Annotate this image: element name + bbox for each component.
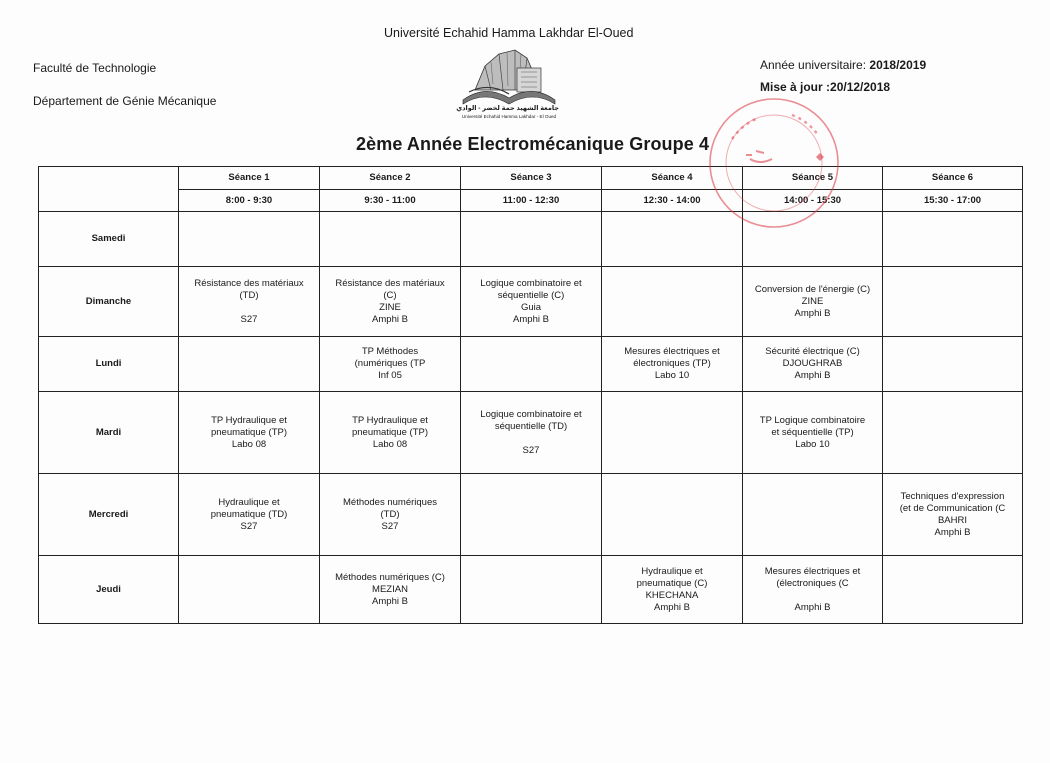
academic-year-label: Année universitaire: bbox=[760, 58, 870, 72]
course-line: séquentielle (TD) bbox=[494, 420, 568, 432]
empty-cell bbox=[743, 474, 883, 556]
course-cell bbox=[179, 392, 320, 474]
day-row bbox=[39, 212, 1023, 267]
day-name: Dimanche bbox=[39, 267, 179, 337]
course-cell bbox=[743, 392, 883, 474]
course-line: électroniques (TP) bbox=[633, 358, 711, 369]
course-line: Techniques d'expression bbox=[900, 490, 1005, 502]
empty-cell bbox=[883, 392, 1023, 474]
course-line: Amphi B bbox=[794, 307, 831, 319]
official-stamp bbox=[704, 93, 844, 233]
course-line: Logique combinatoire et bbox=[480, 408, 582, 420]
course-cell bbox=[461, 392, 602, 474]
session-time: 15:30 - 17:00 bbox=[883, 190, 1023, 212]
session-time: 11:00 - 12:30 bbox=[461, 190, 602, 212]
session-label: Séance 6 bbox=[883, 167, 1023, 190]
empty-cell bbox=[461, 556, 602, 624]
session-time-row bbox=[39, 190, 1023, 212]
empty-cell bbox=[602, 474, 743, 556]
course-cell bbox=[179, 474, 320, 556]
empty-cell bbox=[883, 212, 1023, 267]
empty-cell bbox=[320, 212, 461, 267]
session-label: Séance 5 bbox=[743, 167, 883, 190]
course-line: Amphi B bbox=[372, 595, 408, 607]
logo-text-arabic: جامعة الشهيد حمة لخضر - الوادي bbox=[456, 105, 559, 112]
course-line: Labo 10 bbox=[795, 438, 830, 450]
course-cell bbox=[179, 267, 320, 337]
university-logo bbox=[455, 44, 563, 124]
course-cell bbox=[320, 392, 461, 474]
course-line: TP Méthodes bbox=[361, 346, 419, 357]
course-line: Méthodes numériques bbox=[343, 496, 437, 508]
course-line: Résistance des matériaux bbox=[194, 277, 304, 289]
course-line: Méthodes numériques (C) bbox=[335, 571, 445, 583]
empty-cell bbox=[461, 212, 602, 267]
day-row bbox=[39, 267, 1023, 337]
day-row bbox=[39, 474, 1023, 556]
course-line: pneumatique (TP) bbox=[210, 426, 288, 438]
course-line: Sécurité électrique (C) bbox=[765, 346, 860, 357]
session-label: Séance 4 bbox=[602, 167, 743, 190]
course-line: (TD) bbox=[239, 289, 259, 301]
day-name: Mardi bbox=[39, 392, 179, 474]
empty-cell bbox=[602, 392, 743, 474]
course-line: séquentielle (C) bbox=[497, 289, 565, 301]
course-line: ZINE bbox=[801, 295, 824, 307]
course-line: (C) bbox=[383, 289, 397, 301]
day-row bbox=[39, 556, 1023, 624]
empty-cell bbox=[883, 267, 1023, 337]
course-line: BAHRI bbox=[937, 514, 968, 526]
university-name: Université Echahid Hamma Lakhdar El-Oued bbox=[384, 26, 634, 40]
update-date-label: Mise à jour : bbox=[760, 80, 831, 94]
course-line: Inf 05 bbox=[378, 370, 402, 381]
session-label: Séance 2 bbox=[320, 167, 461, 190]
course-cell bbox=[743, 267, 883, 337]
logo-text-french: Université Echahid Hamma Lakhdar - El Oued bbox=[461, 114, 557, 119]
empty-cell bbox=[602, 267, 743, 337]
academic-year bbox=[760, 58, 926, 72]
course-cell bbox=[320, 474, 461, 556]
faculty-name: Faculté de Technologie bbox=[33, 61, 157, 75]
course-line: (numériques (TP bbox=[354, 358, 426, 369]
session-label: Séance 1 bbox=[179, 167, 320, 190]
empty-cell bbox=[883, 337, 1023, 392]
course-line: TP Hydraulique et bbox=[211, 414, 287, 426]
session-time: 8:00 - 9:30 bbox=[179, 190, 320, 212]
day-name: Mercredi bbox=[39, 474, 179, 556]
course-line: Amphi B bbox=[654, 601, 690, 613]
course-line: MEZIAN bbox=[372, 583, 408, 595]
academic-year-value: 2018/2019 bbox=[869, 58, 927, 72]
session-header-row bbox=[39, 167, 1023, 190]
course-line: S27 bbox=[381, 520, 399, 532]
session-time: 14:00 - 15:30 bbox=[743, 190, 883, 212]
course-cell bbox=[320, 267, 461, 337]
course-line: et séquentielle (TP) bbox=[771, 426, 854, 438]
course-cell bbox=[743, 556, 883, 624]
course-line: Hydraulique et bbox=[641, 565, 703, 577]
course-line: Amphi B bbox=[372, 313, 408, 325]
course-line: (TD) bbox=[380, 508, 400, 520]
course-line: ZINE bbox=[379, 301, 401, 313]
course-line: S27 bbox=[240, 313, 258, 325]
empty-cell bbox=[179, 337, 320, 392]
timetable bbox=[38, 166, 1023, 624]
session-time: 12:30 - 14:00 bbox=[602, 190, 743, 212]
course-line: TP Logique combinatoire bbox=[759, 414, 866, 426]
empty-cell bbox=[179, 556, 320, 624]
course-line: (électroniques (C bbox=[776, 577, 849, 589]
course-line bbox=[179, 302, 319, 314]
course-cell bbox=[461, 267, 602, 337]
update-date bbox=[760, 80, 890, 94]
day-name: Lundi bbox=[39, 337, 179, 392]
course-line: S27 bbox=[522, 444, 540, 456]
empty-cell bbox=[461, 474, 602, 556]
course-line: Labo 08 bbox=[372, 438, 408, 450]
empty-cell bbox=[883, 556, 1023, 624]
course-line: Logique combinatoire et bbox=[480, 277, 582, 289]
update-date-value: 20/12/2018 bbox=[830, 80, 891, 94]
course-line: pneumatique (TP) bbox=[351, 426, 429, 438]
course-line: TP Hydraulique et bbox=[352, 414, 428, 426]
university-logo-graphic bbox=[455, 44, 563, 124]
department-name: Département de Génie Mécanique bbox=[33, 94, 217, 108]
course-line: pneumatique (TD) bbox=[210, 508, 288, 520]
course-line bbox=[743, 590, 882, 602]
course-cell bbox=[320, 556, 461, 624]
course-line: Labo 08 bbox=[231, 438, 267, 450]
course-cell bbox=[602, 337, 743, 392]
day-rows bbox=[39, 212, 1023, 624]
page-title: 2ème Année Electromécanique Groupe 4 bbox=[356, 134, 710, 154]
course-cell bbox=[883, 474, 1023, 556]
course-line: Amphi B bbox=[934, 526, 971, 538]
session-time: 9:30 - 11:00 bbox=[320, 190, 461, 212]
course-cell bbox=[743, 337, 883, 392]
course-line: Guia bbox=[520, 301, 542, 313]
course-line bbox=[461, 433, 601, 445]
official-stamp-graphic bbox=[704, 93, 844, 233]
course-line: (et de Communication (C bbox=[899, 502, 1006, 514]
course-line: DJOUGHRAB bbox=[782, 358, 843, 369]
day-row bbox=[39, 392, 1023, 474]
course-cell bbox=[602, 556, 743, 624]
empty-cell bbox=[179, 212, 320, 267]
course-line: Amphi B bbox=[513, 313, 549, 325]
course-line: Amphi B bbox=[794, 601, 831, 613]
course-cell bbox=[320, 337, 461, 392]
course-line: Résistance des matériaux bbox=[335, 277, 445, 289]
course-line: Mesures électriques et bbox=[764, 565, 861, 577]
empty-cell bbox=[461, 337, 602, 392]
session-label: Séance 3 bbox=[461, 167, 602, 190]
corner-cell bbox=[39, 167, 179, 212]
course-line: pneumatique (C) bbox=[636, 577, 708, 589]
course-line: Conversion de l'énergie (C) bbox=[754, 283, 871, 295]
day-row bbox=[39, 337, 1023, 392]
course-line: Labo 10 bbox=[654, 370, 690, 381]
course-line: Hydraulique et bbox=[218, 496, 280, 508]
course-line: Mesures électriques et bbox=[624, 346, 720, 357]
day-name: Jeudi bbox=[39, 556, 179, 624]
course-line: Amphi B bbox=[794, 370, 831, 381]
course-line: S27 bbox=[240, 520, 258, 532]
day-name: Samedi bbox=[39, 212, 179, 267]
course-line: KHECHANA bbox=[645, 589, 699, 601]
